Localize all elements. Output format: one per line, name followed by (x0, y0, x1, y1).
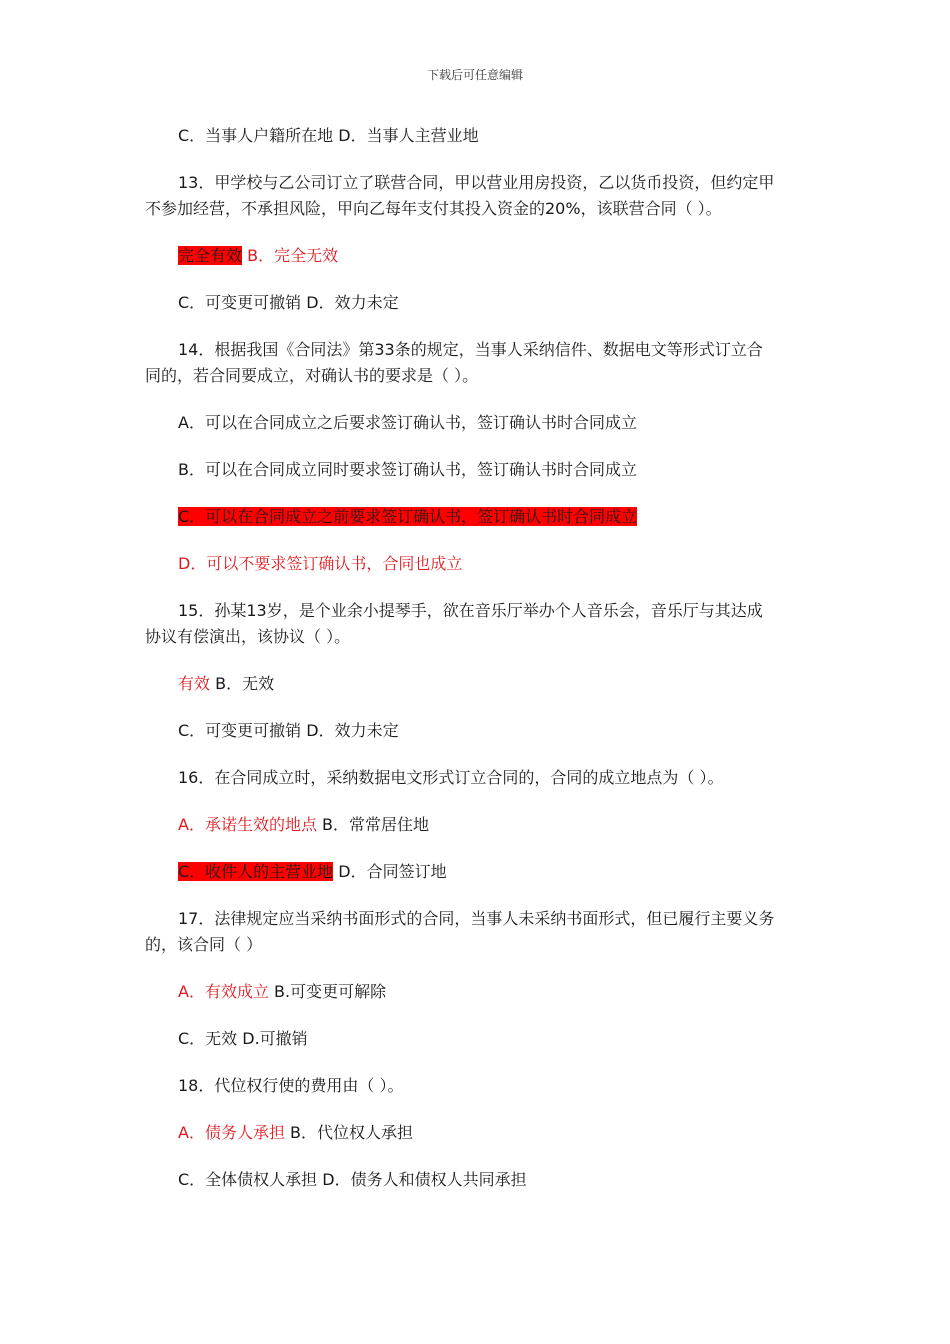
answer-text: 有效 (178, 674, 211, 693)
question-16-options-1 (178, 815, 429, 835)
question-18-text: 18．代位权行使的费用由（ ）。 (178, 1076, 404, 1095)
question-14-option-b: B．可以在合同成立同时要求签订确认书，签订确认书时合同成立 (178, 460, 637, 479)
answer-text: A．债务人承担 (178, 1123, 285, 1142)
page-header: 下载后可任意编辑 (426, 68, 523, 82)
question-18-options-2: C．全体债权人承担 D．债务人和债权人共同承担 (178, 1170, 527, 1189)
option-text: B．代位权人承担 (284, 1123, 414, 1142)
question-14-text: 14．根据我国《合同法》第33条的规定，当事人采纳信件、数据电文等形式订立合 (178, 340, 763, 359)
question-13-options-1 (178, 246, 338, 266)
option-line: C．当事人户籍所在地 D．当事人主营业地 (178, 126, 479, 145)
question-14-option-d: D．可以不要求签订确认书，合同也成立 (178, 554, 463, 573)
option-text: B.可变更可解除 (268, 982, 387, 1001)
question-15-text-cont: 协议有偿演出，该协议（ ）。 (145, 627, 351, 646)
question-18-options-1 (178, 1123, 413, 1143)
question-17-options-1 (178, 982, 386, 1002)
option-text: B．常常居住地 (316, 815, 430, 834)
highlighted-answer: C．收件人的主营业地 (178, 862, 334, 881)
question-14-option-a: A．可以在合同成立之后要求签订确认书，签订确认书时合同成立 (178, 413, 637, 432)
question-13-text-cont: 不参加经营，不承担风险，甲向乙每年支付其投入资金的20%，该联营合同（ ）。 (145, 199, 722, 218)
question-15-text: 15．孙某13岁，是个业余小提琴手，欲在音乐厅举办个人音乐会，音乐厅与其达成 (178, 601, 763, 620)
answer-text: B．完全无效 (247, 246, 339, 265)
highlighted-answer: C．可以在合同成立之前要求签订确认书，签订确认书时合同成立 (178, 507, 638, 526)
question-14-option-c (178, 507, 637, 527)
answer-text: A．有效成立 (178, 982, 269, 1001)
question-13-text: 13．甲学校与乙公司订立了联营合同，甲以营业用房投资，乙以货币投资，但约定甲 (178, 173, 775, 192)
option-text: D．合同签订地 (333, 862, 447, 881)
question-15-options-1 (178, 674, 274, 694)
answer-text: A．承诺生效的地点 (178, 815, 317, 834)
question-17-text-cont: 的，该合同（ ） (145, 935, 263, 954)
question-16-text: 16．在合同成立时，采纳数据电文形式订立合同的，合同的成立地点为（ ）。 (178, 768, 724, 787)
option-text: B．无效 (210, 674, 275, 693)
highlighted-answer: 完全有效 (178, 246, 243, 265)
question-17-text: 17．法律规定应当采纳书面形式的合同，当事人未采纳书面形式，但已履行主要义务 (178, 909, 775, 928)
question-17-options-2: C．无效 D.可撤销 (178, 1029, 308, 1048)
question-13-options-2: C．可变更可撤销 D．效力未定 (178, 293, 399, 312)
question-14-text-cont: 同的，若合同要成立，对确认书的要求是（ ）。 (145, 366, 479, 385)
question-15-options-2: C．可变更可撤销 D．效力未定 (178, 721, 399, 740)
question-16-options-2 (178, 862, 447, 882)
